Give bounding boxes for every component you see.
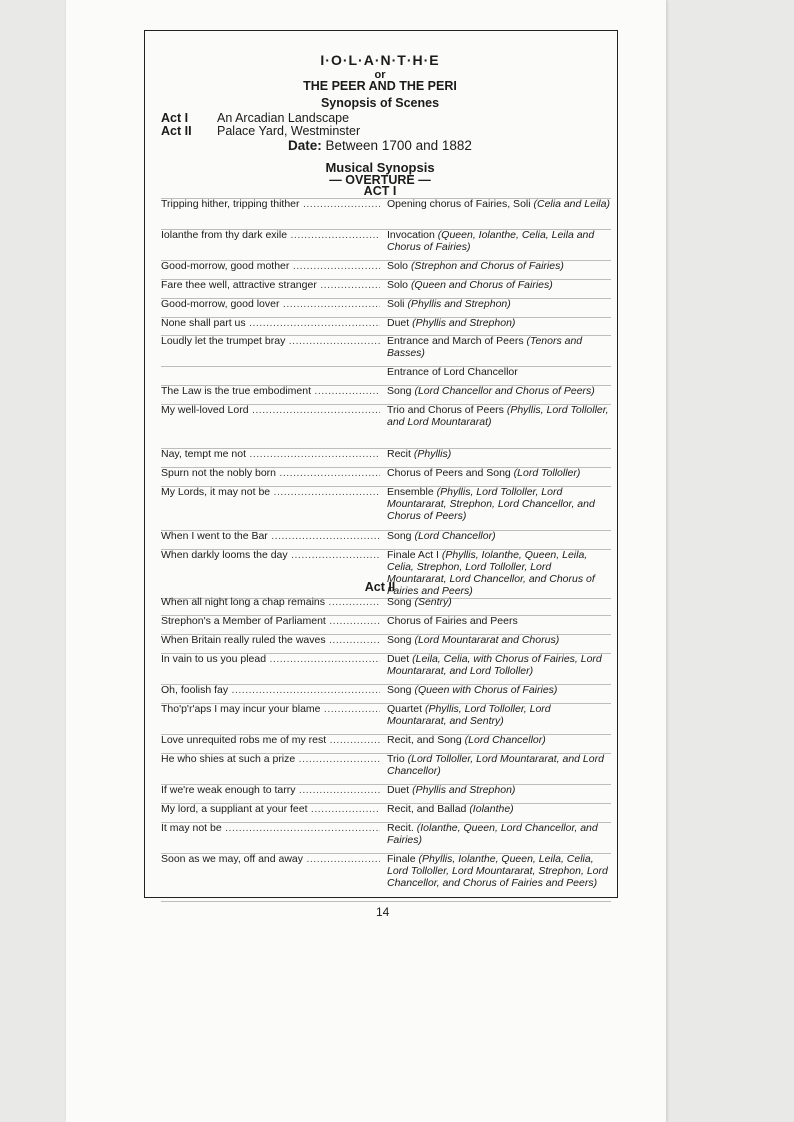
number-description bbox=[387, 853, 611, 889]
number-title: Iolanthe from thy dark exile ..... bbox=[161, 229, 380, 241]
number-title: In vain to us you plead ..... bbox=[161, 653, 380, 665]
row-divider bbox=[161, 784, 611, 785]
number-description bbox=[387, 634, 611, 646]
number-description bbox=[387, 684, 611, 696]
number-description bbox=[387, 260, 611, 272]
number-description bbox=[387, 385, 611, 397]
number-description bbox=[387, 298, 611, 310]
number-title: Fare thee well, attractive stranger ..... bbox=[161, 279, 380, 291]
number-type: Recit, and Ballad bbox=[387, 803, 467, 815]
scene-act-label: Act I bbox=[161, 111, 189, 125]
musical-synopsis-heading: Musical Synopsis bbox=[325, 160, 435, 175]
number-type: Recit, and Song bbox=[387, 734, 462, 746]
number-performers: (Tenors and Basses) bbox=[387, 335, 583, 359]
number-title: When I went to the Bar ..... bbox=[161, 530, 380, 542]
number-title: The Law is the true embodiment ..... bbox=[161, 385, 380, 397]
row-divider bbox=[161, 734, 611, 735]
row-divider bbox=[161, 653, 611, 654]
row-divider bbox=[161, 366, 611, 367]
number-description bbox=[387, 822, 611, 846]
number-title: My lord, a suppliant at your feet ..... bbox=[161, 803, 380, 815]
number-performers: (Iolanthe, Queen, Lord Chancellor, and Fairies) bbox=[387, 822, 598, 846]
row-divider bbox=[161, 530, 611, 531]
row-divider bbox=[161, 703, 611, 704]
number-type: Chorus of Peers and Song bbox=[387, 467, 511, 479]
row-divider bbox=[161, 467, 611, 468]
number-type: Entrance of Lord Chancellor bbox=[387, 366, 518, 378]
number-type: Duet bbox=[387, 653, 410, 665]
row-divider bbox=[161, 279, 611, 280]
row-divider bbox=[161, 803, 611, 804]
row-divider bbox=[161, 822, 611, 823]
synopsis-heading: Synopsis of Scenes bbox=[320, 96, 440, 110]
number-title: Good-morrow, good mother ..... bbox=[161, 260, 380, 272]
number-type: Opening chorus of Fairies, Soli bbox=[387, 198, 531, 210]
number-performers: (Sentry) bbox=[414, 596, 452, 608]
number-performers: (Phyllis) bbox=[413, 448, 452, 460]
number-title: Oh, foolish fay ..... bbox=[161, 684, 380, 696]
act1-heading: ACT I bbox=[363, 184, 397, 198]
number-type: Finale bbox=[387, 853, 416, 865]
number-title: Tripping hither, tripping thither ..... bbox=[161, 198, 380, 210]
number-description bbox=[387, 803, 611, 815]
number-type: Duet bbox=[387, 784, 410, 796]
row-divider bbox=[161, 634, 611, 635]
number-title: It may not be ..... bbox=[161, 822, 380, 834]
number-description bbox=[387, 448, 611, 460]
scene-setting: An Arcadian Landscape bbox=[217, 111, 350, 125]
number-description bbox=[387, 486, 611, 522]
number-type: Duet bbox=[387, 317, 410, 329]
number-description bbox=[387, 615, 611, 627]
number-performers: (Phyllis and Strephon) bbox=[412, 784, 516, 796]
number-title: When all night long a chap remains ..... bbox=[161, 596, 380, 608]
number-performers: (Phyllis and Strephon) bbox=[407, 298, 511, 310]
row-divider bbox=[161, 753, 611, 754]
number-title: When Britain really ruled the waves ..... bbox=[161, 634, 380, 646]
date-line bbox=[288, 138, 472, 153]
number-type: Recit bbox=[387, 448, 411, 460]
overture-heading: — OVERTURE — bbox=[329, 173, 431, 187]
number-description bbox=[387, 653, 611, 677]
number-description bbox=[387, 198, 611, 210]
number-title: Love unrequited robs me of my rest ..... bbox=[161, 734, 380, 746]
number-title: He who shies at such a prize ..... bbox=[161, 753, 380, 765]
opera-title: I·O·L·A·N·T·H·E bbox=[320, 52, 440, 68]
date-label: Date: bbox=[288, 138, 322, 153]
number-title: None shall part us ..... bbox=[161, 317, 380, 329]
number-description bbox=[387, 596, 611, 608]
row-divider bbox=[161, 901, 611, 902]
number-type: Song bbox=[387, 634, 412, 646]
number-description bbox=[387, 734, 611, 746]
title-or: or bbox=[374, 69, 386, 81]
number-description bbox=[387, 404, 611, 428]
number-type: Song bbox=[387, 530, 412, 542]
number-description bbox=[387, 530, 611, 542]
number-description bbox=[387, 279, 611, 291]
date-value: Between 1700 and 1882 bbox=[325, 138, 472, 153]
number-description bbox=[387, 703, 611, 727]
number-title: Spurn not the nobly born ..... bbox=[161, 467, 380, 479]
number-performers: (Phyllis, Iolanthe, Queen, Leila, Celia, Lord Tolloller, Lord Mountararat, Strephon, Lord Chancellor, and Chorus of Fairies and Peers) bbox=[387, 853, 608, 889]
row-divider bbox=[161, 260, 611, 261]
row-divider bbox=[161, 198, 611, 199]
number-title: Good-morrow, good lover ..... bbox=[161, 298, 380, 310]
number-performers: (Lord Tolloller) bbox=[513, 467, 581, 479]
number-description bbox=[387, 229, 611, 253]
number-performers: (Strephon and Chorus of Fairies) bbox=[410, 260, 564, 272]
number-type: Ensemble bbox=[387, 486, 434, 498]
number-type: Solo bbox=[387, 279, 409, 291]
number-type: Trio and Chorus of Peers bbox=[387, 404, 504, 416]
row-divider bbox=[161, 385, 611, 386]
number-type: Song bbox=[387, 385, 412, 397]
row-divider bbox=[161, 853, 611, 854]
number-performers: (Celia and Leila) bbox=[533, 198, 610, 210]
number-performers: (Lord Chancellor) bbox=[464, 734, 546, 746]
row-divider bbox=[161, 549, 611, 550]
opera-subtitle: THE PEER AND THE PERI bbox=[303, 79, 457, 93]
scene-act-label: Act II bbox=[161, 124, 192, 138]
number-performers: (Leila, Celia, with Chorus of Fairies, Lord Mountararat, and Lord Tolloller) bbox=[387, 653, 602, 677]
number-performers: (Queen, Iolanthe, Celia, Leila and Chorus of Fairies) bbox=[387, 229, 595, 253]
row-divider bbox=[161, 448, 611, 449]
number-description bbox=[387, 317, 611, 329]
number-performers: (Phyllis, Lord Tolloller, Lord Mountararat, and Sentry) bbox=[387, 703, 551, 727]
number-description bbox=[387, 753, 611, 777]
number-performers: (Iolanthe) bbox=[469, 803, 514, 815]
row-divider bbox=[161, 684, 611, 685]
number-type: Song bbox=[387, 596, 412, 608]
number-type: Song bbox=[387, 684, 412, 696]
number-description bbox=[387, 784, 611, 796]
number-title: My Lords, it may not be ..... bbox=[161, 486, 380, 498]
number-performers: (Lord Tolloller, Lord Mountararat, and Lord Chancellor) bbox=[387, 753, 604, 777]
number-performers: (Lord Chancellor) bbox=[414, 530, 496, 542]
number-performers: (Lord Chancellor and Chorus of Peers) bbox=[414, 385, 595, 397]
row-divider bbox=[161, 615, 611, 616]
number-description bbox=[387, 549, 611, 597]
number-title: If we're weak enough to tarry ..... bbox=[161, 784, 380, 796]
number-type: Invocation bbox=[387, 229, 435, 241]
number-description bbox=[387, 467, 611, 479]
number-title: Loudly let the trumpet bray ..... bbox=[161, 335, 380, 347]
act2-heading: Act II bbox=[364, 580, 396, 594]
number-performers: (Phyllis, Iolanthe, Queen, Leila, Celia, Strephon, Lord Tolloller, Lord Mountararat, Lord Chancellor, and Chorus of Fairies and Peers) bbox=[387, 549, 595, 597]
number-type: Solo bbox=[387, 260, 409, 272]
number-performers: (Phyllis, Lord Tolloller, Lord Mountararat, Strephon, Lord Chancellor, and Chorus of Peers) bbox=[387, 486, 595, 522]
number-title: My well-loved Lord ..... bbox=[161, 404, 380, 416]
row-divider bbox=[161, 486, 611, 487]
number-performers: (Queen with Chorus of Fairies) bbox=[414, 684, 558, 696]
number-type: Finale Act I bbox=[387, 549, 439, 561]
number-title: Tho'p'r'aps I may incur your blame ..... bbox=[161, 703, 380, 715]
number-type: Quartet bbox=[387, 703, 423, 715]
row-divider bbox=[161, 298, 611, 299]
number-title: Soon as we may, off and away ..... bbox=[161, 853, 380, 865]
number-title: Nay, tempt me not ..... bbox=[161, 448, 380, 460]
number-description bbox=[387, 366, 611, 378]
number-description bbox=[387, 335, 611, 359]
row-divider bbox=[161, 404, 611, 405]
number-performers: (Queen and Chorus of Fairies) bbox=[410, 279, 553, 291]
scene-setting: Palace Yard, Westminster bbox=[217, 124, 361, 138]
number-performers: (Phyllis, Lord Tolloller, and Lord Mountararat) bbox=[387, 404, 609, 428]
number-type: Trio bbox=[387, 753, 405, 765]
number-performers: (Lord Mountararat and Chorus) bbox=[414, 634, 560, 646]
page-number: 14 bbox=[376, 905, 390, 919]
number-title: Strephon's a Member of Parliament ..... bbox=[161, 615, 380, 627]
row-divider bbox=[161, 335, 611, 336]
row-divider bbox=[161, 229, 611, 230]
number-type: Entrance and March of Peers bbox=[387, 335, 524, 347]
number-type: Soli bbox=[387, 298, 405, 310]
number-performers: (Phyllis and Strephon) bbox=[412, 317, 516, 329]
number-type: Chorus of Fairies and Peers bbox=[387, 615, 518, 627]
number-title: When darkly looms the day ..... bbox=[161, 549, 380, 561]
row-divider bbox=[161, 317, 611, 318]
number-type: Recit. bbox=[387, 822, 414, 834]
